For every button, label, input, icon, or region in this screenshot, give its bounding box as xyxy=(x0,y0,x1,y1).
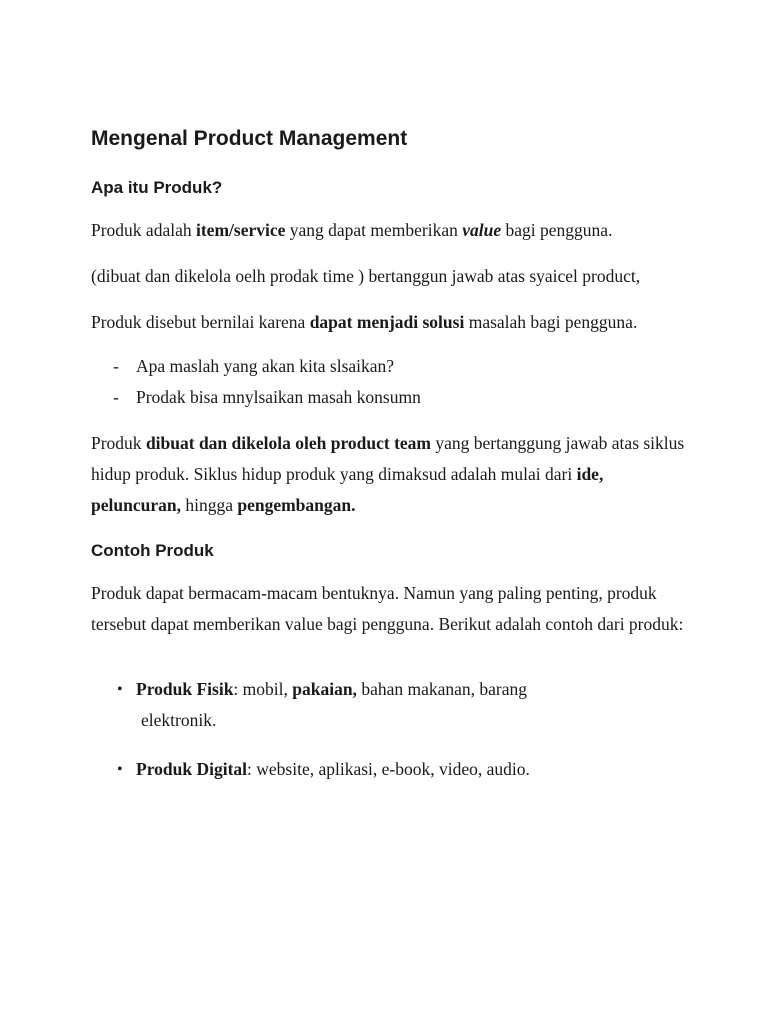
paragraph-bentuk-produk: Produk dapat bermacam-macam bentuknya. Namun yang paling penting, produk tersebut dapat memberikan value bagi pengguna. Berikut adalah contoh dari produk: xyxy=(91,583,684,634)
text: bahan makanan, barang xyxy=(356,679,527,699)
text: masalah bagi pengguna. xyxy=(464,312,638,332)
bold-text: ide, peluncuran, xyxy=(91,464,604,515)
section-heading-contoh-produk: Contoh Produk xyxy=(91,541,214,560)
bold-text: dibuat dan dikelola oleh product team xyxy=(145,433,432,453)
dash-list xyxy=(91,351,691,413)
list-item xyxy=(91,382,691,413)
text: : website, aplikasi, e-book, video, audio. xyxy=(247,759,530,779)
text: elektronik. xyxy=(141,710,217,730)
text: Produk adalah xyxy=(91,220,196,240)
bullet-list xyxy=(91,674,691,785)
text: yang bertanggung jawab atas siklus hidup produk. Siklus hidup produk yang dimaksud adalah mulai dari xyxy=(91,433,685,484)
section-heading-apa-itu-produk: Apa itu Produk? xyxy=(91,178,223,197)
list-item xyxy=(91,754,691,785)
bold-italic-text: value xyxy=(462,220,502,240)
paragraph-definisi-produk xyxy=(91,215,691,246)
list-item xyxy=(91,674,691,736)
list-item-text: Apa maslah yang akan kita slsaikan? xyxy=(136,356,395,376)
dash-marker: - xyxy=(113,356,119,376)
text: : mobil, xyxy=(233,679,293,699)
dash-marker: - xyxy=(113,387,119,407)
document-title: Mengenal Product Management xyxy=(91,127,408,150)
list-item-text: Prodak bisa mnylsaikan masah konsumn xyxy=(136,387,421,407)
bold-text: item/service xyxy=(195,220,286,240)
bullet-marker: • xyxy=(117,761,123,778)
bold-text: dapat menjadi solusi xyxy=(309,312,465,332)
text: Produk xyxy=(91,433,146,453)
text: Produk disebut bernilai karena xyxy=(91,312,310,332)
bold-text: Produk Digital xyxy=(136,759,248,779)
paragraph-nilai-produk xyxy=(91,307,691,338)
list-item xyxy=(91,351,691,382)
bold-text: pakaian, xyxy=(292,679,357,699)
paragraph-siklus-hidup xyxy=(91,428,691,521)
paragraph-catatan: (dibuat dan dikelola oelh prodak time ) bertanggun jawab atas syaicel product, xyxy=(91,266,641,286)
bold-text: Produk Fisik xyxy=(136,679,234,699)
text: bagi pengguna. xyxy=(501,220,613,240)
text: yang dapat memberikan xyxy=(285,220,463,240)
bullet-marker: • xyxy=(117,681,123,698)
document-body xyxy=(91,124,691,803)
bold-text: pengembangan. xyxy=(237,495,356,515)
text: hingga xyxy=(180,495,238,515)
